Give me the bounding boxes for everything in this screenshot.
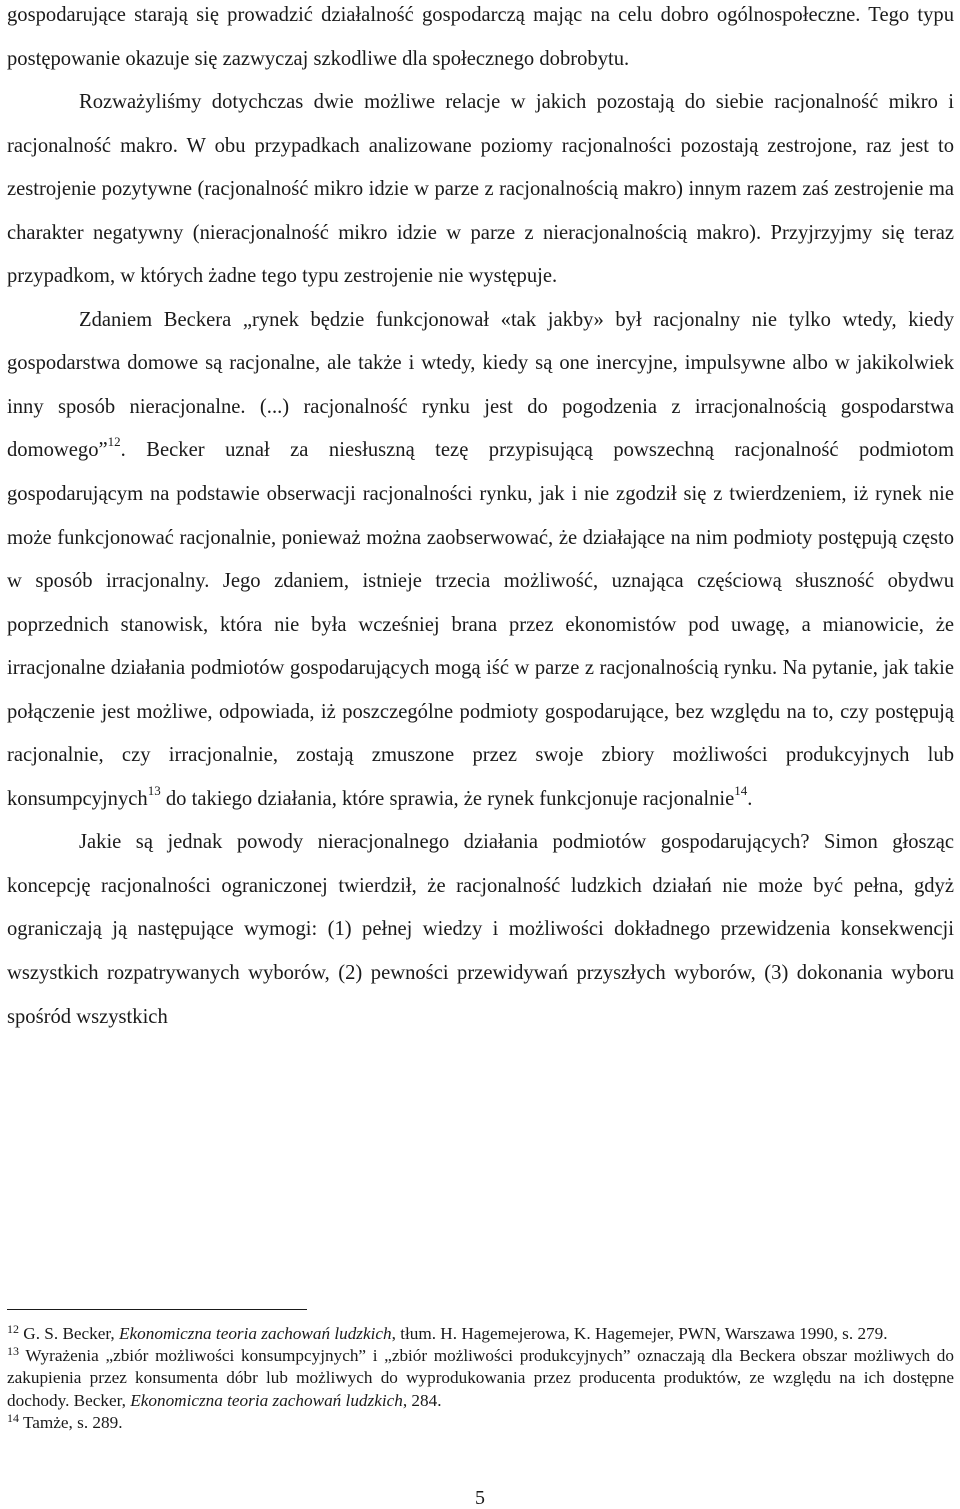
paragraph [7, 299, 954, 822]
paragraph [7, 81, 954, 299]
footnote [7, 1345, 954, 1412]
footnote-ref: 13 [147, 782, 161, 798]
footnote-ref: 12 [107, 434, 121, 450]
footnote [7, 1323, 954, 1345]
text-run: Rozważyliśmy dotychczas dwie możliwe relacje w jakich pozostają do siebie racjonalność mikro i racjonalność makro. W obu przypadkach analizowane poziomy racjonalności pozostają zestrojone, raz jest to zestrojenie pozytywne (racjonalność mikro idzie w parze z racjonalnością makro) innym razem zaś zestrojenie ma charakter negatywny (nieracjonalność mikro idzie w parze z nieracjonalnością makro). Przyjrzyjmy się teraz przypadkom, w których żadne tego typu zestrojenie nie występuje. [7, 91, 954, 288]
text-run: Jakie są jednak powody nieracjonalnego działania podmiotów gospodarujących? Simon głosząc koncepcję racjonalności ograniczonej twierdził, że racjonalność ludzkich działań nie może być pełna, gdyż ograniczają ją następujące wymogi: (1) pełnej wiedzy i możliwości dokładnego przewidzenia konsekwencji wszystkich rozpatrywanych wyborów, (2) pewności przewidywań przyszłych wyborów, (3) dokonania wyboru spośród wszystkich [7, 831, 954, 1028]
paragraph [7, 821, 954, 1039]
text-run: Tamże, s. 289. [19, 1412, 123, 1432]
footnote [7, 1412, 954, 1434]
page-number: 5 [475, 1487, 485, 1509]
text-run: Wyrażenia „zbiór możliwości konsumpcyjnych” i „zbiór możliwości produkcyjnych” oznaczają dla Beckera obszar możliwych do zakupienia przez konsumenta dóbr lub możliwych do wyprodukowania przez producenta produktów, ze względu na ich dostępne dochody. Becker, [7, 1346, 954, 1410]
footnote-ref: 14 [7, 1410, 19, 1425]
text-run: G. S. Becker, [19, 1324, 120, 1343]
footnotes [7, 1323, 954, 1434]
footnote-ref: 12 [7, 1322, 19, 1336]
paragraph [7, 0, 954, 81]
footnote-ref: 14 [734, 782, 748, 798]
text-run: gospodarujące starają się prowadzić działalność gospodarczą mając na celu dobro ogólnospołeczne. Tego typu postępowanie okazuje się zazwyczaj szkodliwe dla społecznego dobrobytu. [7, 4, 954, 70]
text-run: do takiego działania, które sprawia, że rynek funkcjonuje racjonalnie [160, 787, 735, 810]
cited-title: Ekonomiczna teoria zachowań ludzkich [130, 1390, 403, 1410]
main-text [7, 0, 954, 1039]
text-run: , tłum. H. Hagemejerowa, K. Hagemejer, PWN, Warszawa 1990, s. 279. [391, 1324, 888, 1343]
footnote-ref: 13 [7, 1344, 19, 1359]
footnote-separator [7, 1309, 307, 1310]
cited-title: Ekonomiczna teoria zachowań ludzkich [119, 1324, 392, 1343]
text-run: , 284. [402, 1390, 442, 1410]
text-run: . Becker uznał za niesłuszną tezę przypisującą powszechną racjonalność podmiotom gospodarującym na podstawie obserwacji racjonalności rynku, jak i nie zgodził się z twierdzeniem, iż rynek nie może funkcjonować racjonalnie, ponieważ można zaobserwować, że działające na nim podmioty postępują często w sposób irracjonalny. Jego zdaniem, istnieje trzecia możliwość, uznająca częściową słuszność obydwu poprzednich stanowisk, która nie była wcześniej brana przez ekonomistów pod uwagę, a mianowicie, że irracjonalne działania podmiotów gospodarujących mogą iść w parze z racjonalnością rynku. Na pytanie, jak takie połączenie jest możliwe, odpowiada, iż poszczególne podmioty gospodarujące, bez względu na to, czy postępują racjonalnie, czy irracjonalnie, zostają zmuszone przez swoje zbiory możliwości produkcyjnych lub konsumpcyjnych [7, 439, 954, 810]
text-run: . [747, 787, 753, 810]
text-run: Zdaniem Beckera „rynek będzie funkcjonował «tak jakby» był racjonalny nie tylko wtedy, kiedy gospodarstwa domowe są racjonalne, ale także i wtedy, kiedy są one inercyjne, impulsywne albo w jakikolwiek inny sposób nieracjonalne. (...) racjonalność rynku jest do pogodzenia z irracjonalnością gospodarstwa domowego” [7, 308, 954, 462]
